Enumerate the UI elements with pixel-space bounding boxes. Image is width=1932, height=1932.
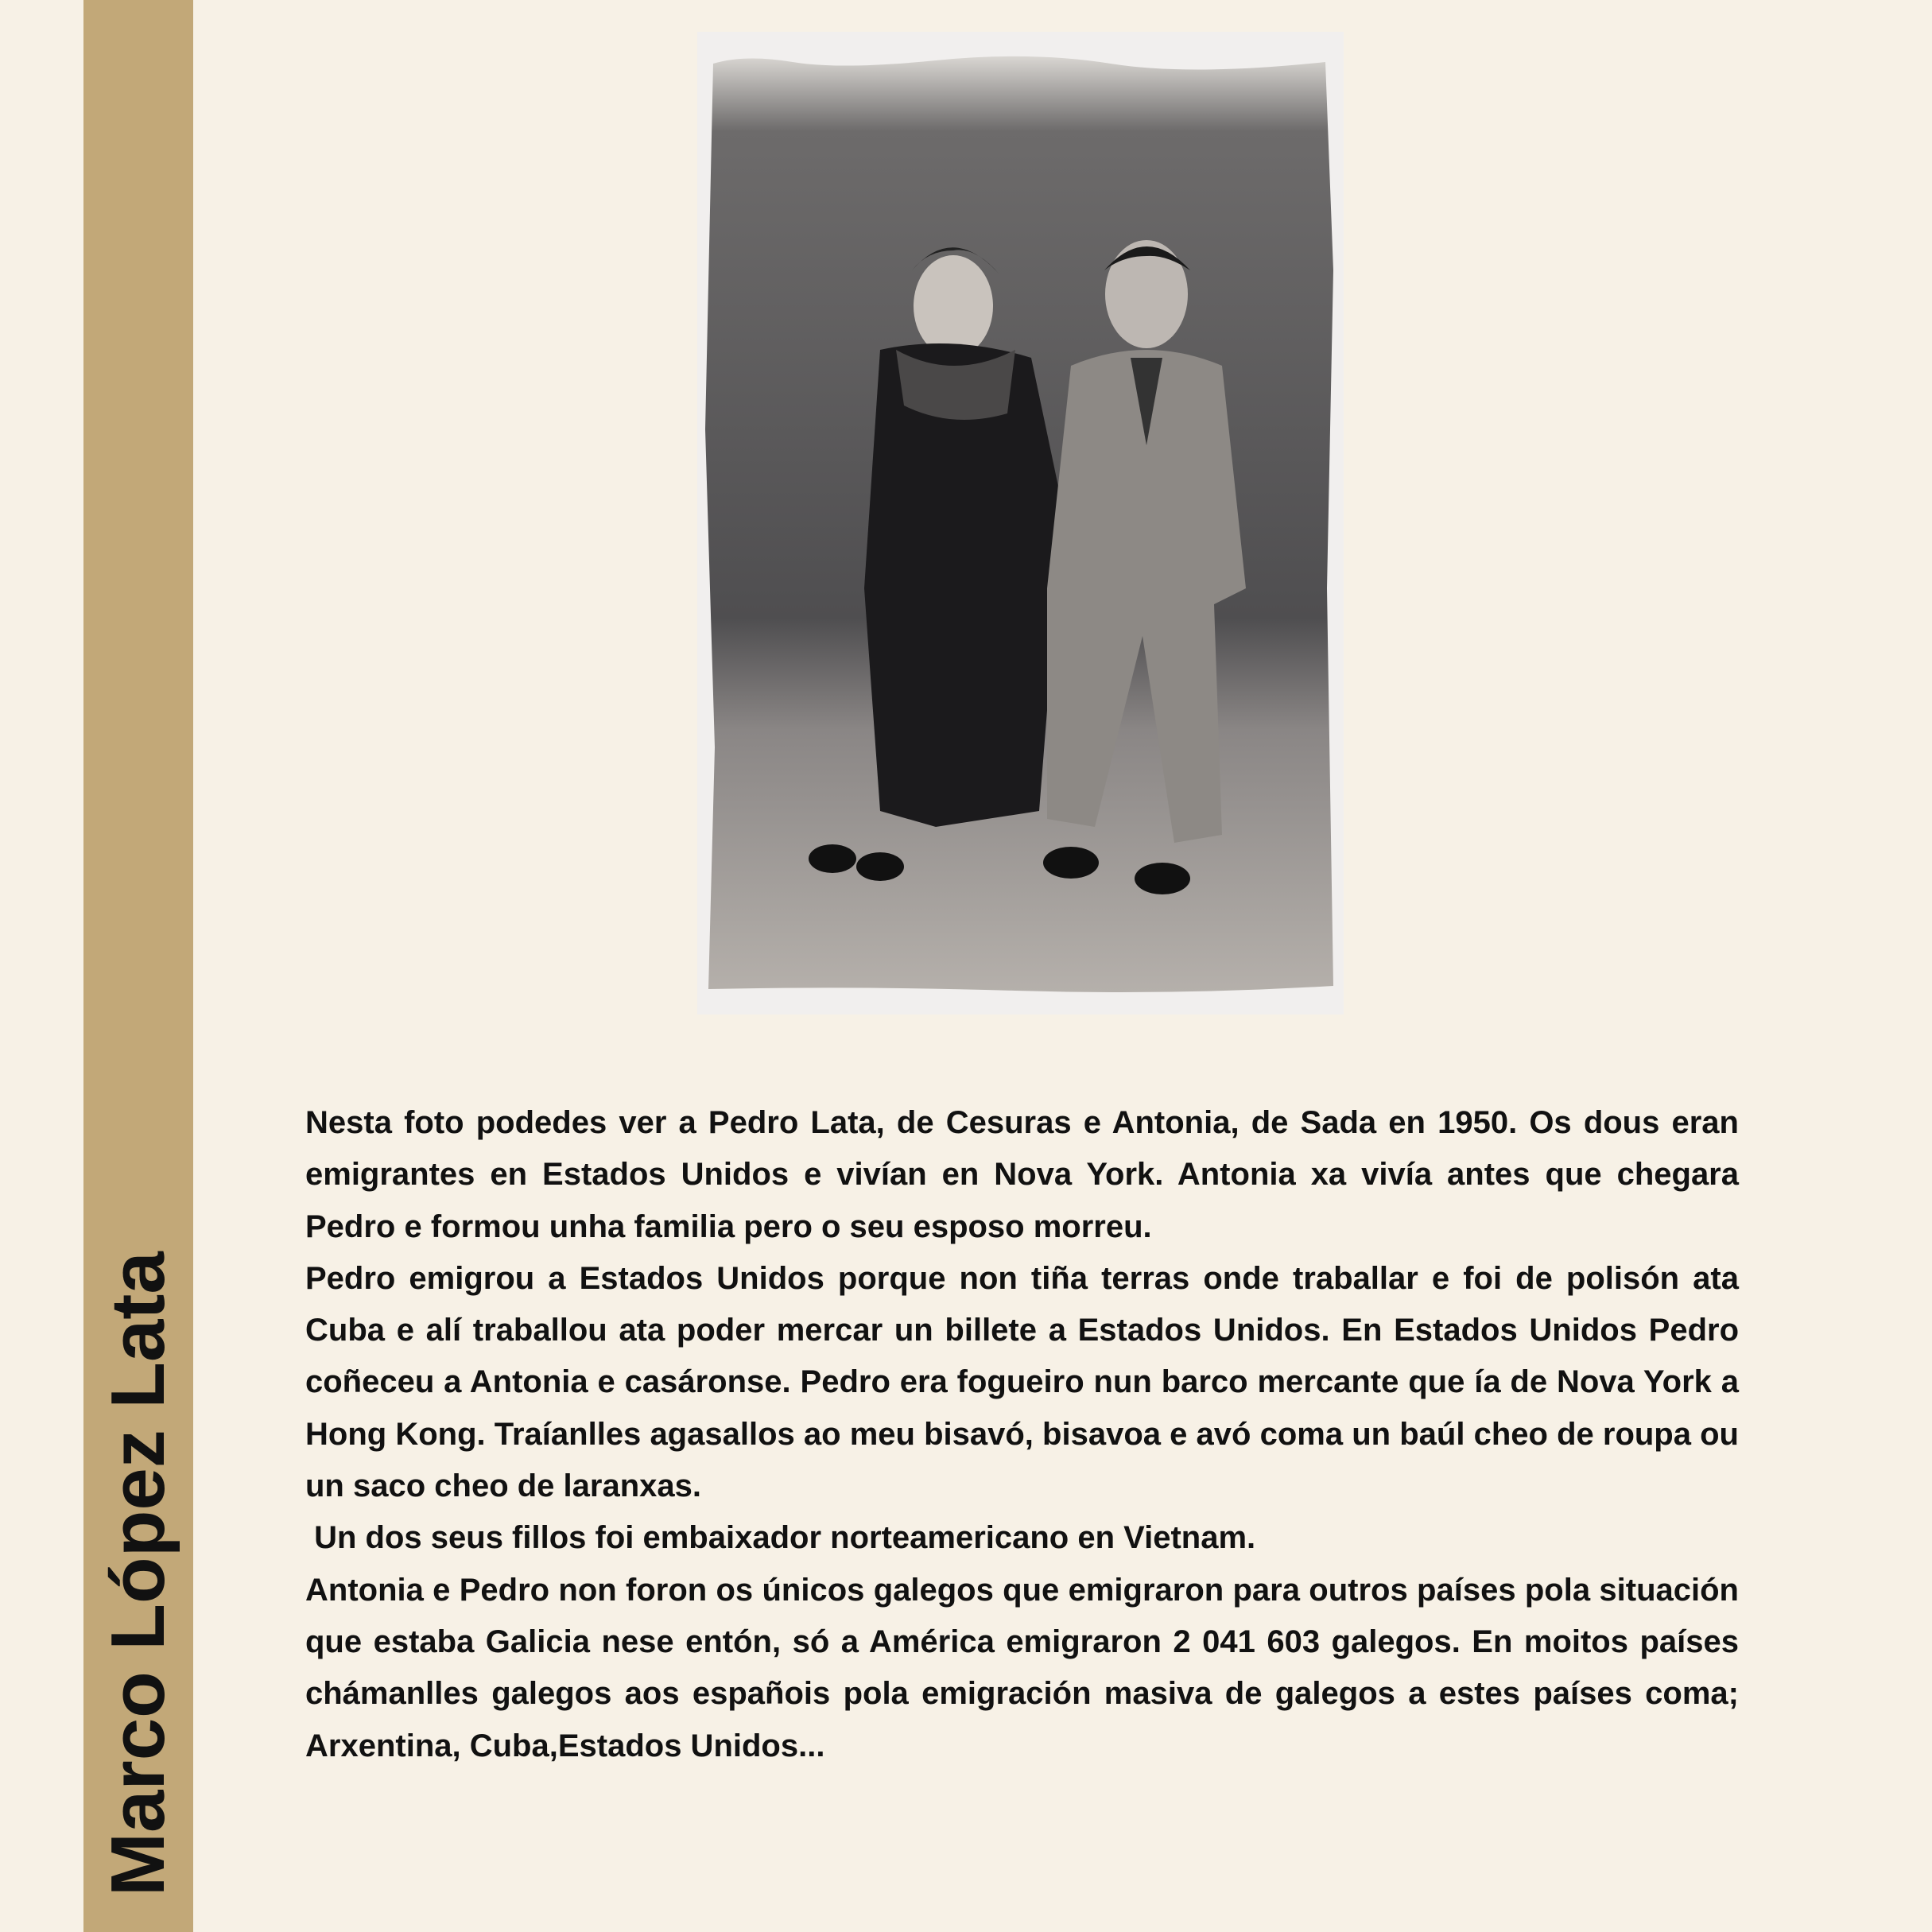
paragraph: Pedro emigrou a Estados Unidos porque non tiña terras onde traballar e foi de polisón ata Cuba e alí traballou ata poder mercar un billete a Estados Unidos. En Estados Unidos Pedro coñeceu a Antonia e casáronse. Pedro era fogueiro nun barco mercante que ía de Nova York a Hong Kong. Traíanlles agasallos ao meu bisavó, bisavoa e avó coma un baúl cheo de roupa ou un saco cheo de laranxas. bbox=[305, 1260, 1739, 1504]
author-name: Marco López Lata bbox=[95, 1251, 180, 1896]
story-text bbox=[305, 1097, 1739, 1772]
paragraph: Nesta foto podedes ver a Pedro Lata, de Cesuras e Antonia, de Sada en 1950. Os dous eran emigrantes en Estados Unidos e vivían en Nova York. Antonia xa vivía antes que chegara Pedro e formou unha familia pero o seu esposo morreu. bbox=[305, 1105, 1739, 1244]
paragraph: Antonia e Pedro non foron os únicos galegos que emigraron para outros países pola situación que estaba Galicia nese entón, só a América emigraron 2 041 603 galegos. En moitos países chámanlles galegos aos españois pola emigración masiva de galegos a estes países coma; Arxentina, Cuba,Estados Unidos... bbox=[305, 1572, 1739, 1763]
paragraph: Un dos seus fillos foi embaixador norteamericano en Vietnam. bbox=[305, 1520, 1256, 1556]
vintage-couple-photo bbox=[697, 32, 1344, 1014]
